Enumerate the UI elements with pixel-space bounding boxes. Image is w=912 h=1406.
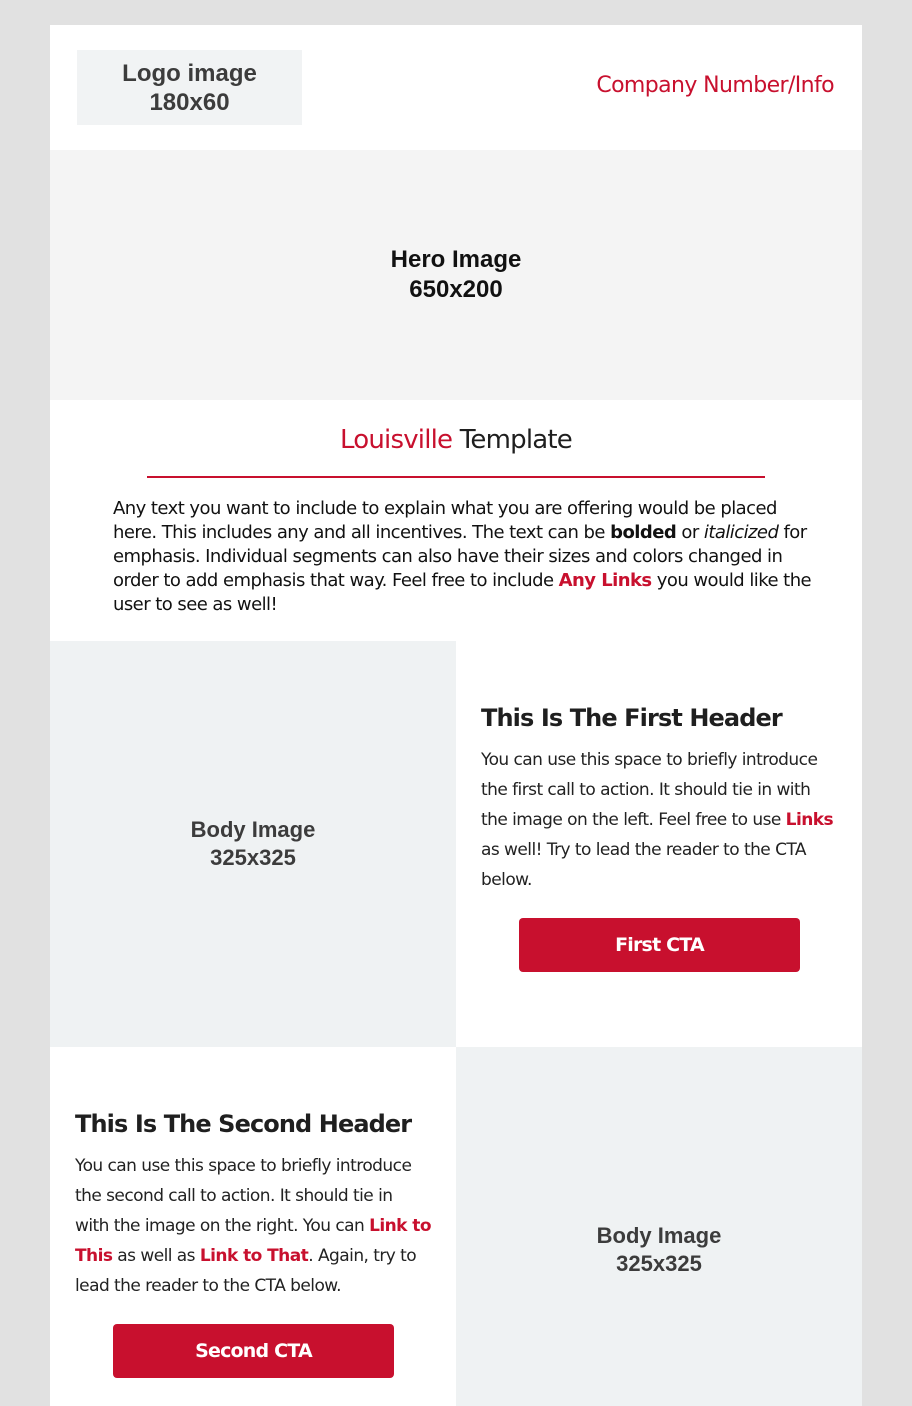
any-links-link[interactable]: Any Links: [558, 570, 652, 591]
link-to-this-link[interactable]: Link to This: [75, 1216, 432, 1266]
hero-label: Hero Image: [390, 246, 522, 273]
intro-italic-text: italicized: [703, 522, 779, 543]
link-to-that-link[interactable]: Link to That: [199, 1246, 309, 1266]
email-container: [50, 25, 862, 1406]
hero-image-placeholder[interactable]: [50, 150, 862, 400]
intro-text: Any text you want to include to explain what you are offering would be placed here. This includes any and all incentives. The text can be: [113, 498, 777, 543]
first-cta-button[interactable]: First CTA: [519, 918, 800, 972]
body-image-placeholder-1[interactable]: [50, 641, 456, 1047]
body-image-label: Body Image: [190, 817, 316, 842]
logo-placeholder[interactable]: [77, 50, 302, 125]
hero-size: 650x200: [409, 276, 503, 303]
intro-paragraph: [113, 497, 813, 617]
section-text: as well as: [112, 1246, 200, 1266]
section-1-content: [481, 705, 837, 895]
intro-text: you would like the user to see as well!: [113, 570, 812, 615]
section-text: You can use this space to briefly introduce the second call to action. It should tie in with the image on the right. You can: [75, 1156, 412, 1236]
second-cta-button[interactable]: Second CTA: [113, 1324, 394, 1378]
company-info-link[interactable]: Company Number/Info: [596, 73, 834, 98]
second-body-text: [75, 1151, 431, 1301]
title-divider: [147, 476, 765, 478]
second-header: This Is The Second Header: [75, 1110, 412, 1138]
body-image-label: Body Image: [596, 1223, 722, 1248]
intro-text: for emphasis. Individual segments can also have their sizes and colors changed in order to add emphasis that way. Feel free to include: [113, 522, 807, 591]
body-image-size: 325x325: [616, 1251, 702, 1276]
first-header: This Is The First Header: [481, 704, 782, 732]
email-header: [50, 25, 862, 150]
section-text: as well! Try to lead the reader to the CTA below.: [481, 840, 806, 890]
title-rest: Template: [452, 425, 572, 455]
links-link[interactable]: Links: [785, 810, 834, 830]
first-body-text: [481, 745, 837, 895]
logo-size: 180x60: [149, 88, 230, 116]
intro-bold-text: bolded: [610, 522, 677, 543]
logo-label: Logo image: [122, 59, 257, 87]
intro-text: or: [676, 522, 704, 543]
body-image-placeholder-2[interactable]: [456, 1047, 862, 1406]
title-accent: Louisville: [340, 425, 453, 455]
template-title: [50, 425, 862, 455]
section-2-content: [75, 1111, 431, 1301]
section-text: . Again, try to lead the reader to the CTA below.: [75, 1246, 417, 1296]
section-text: You can use this space to briefly introduce the first call to action. It should tie in with the image on the left. Feel free to use: [481, 750, 818, 830]
body-image-size: 325x325: [210, 845, 296, 870]
